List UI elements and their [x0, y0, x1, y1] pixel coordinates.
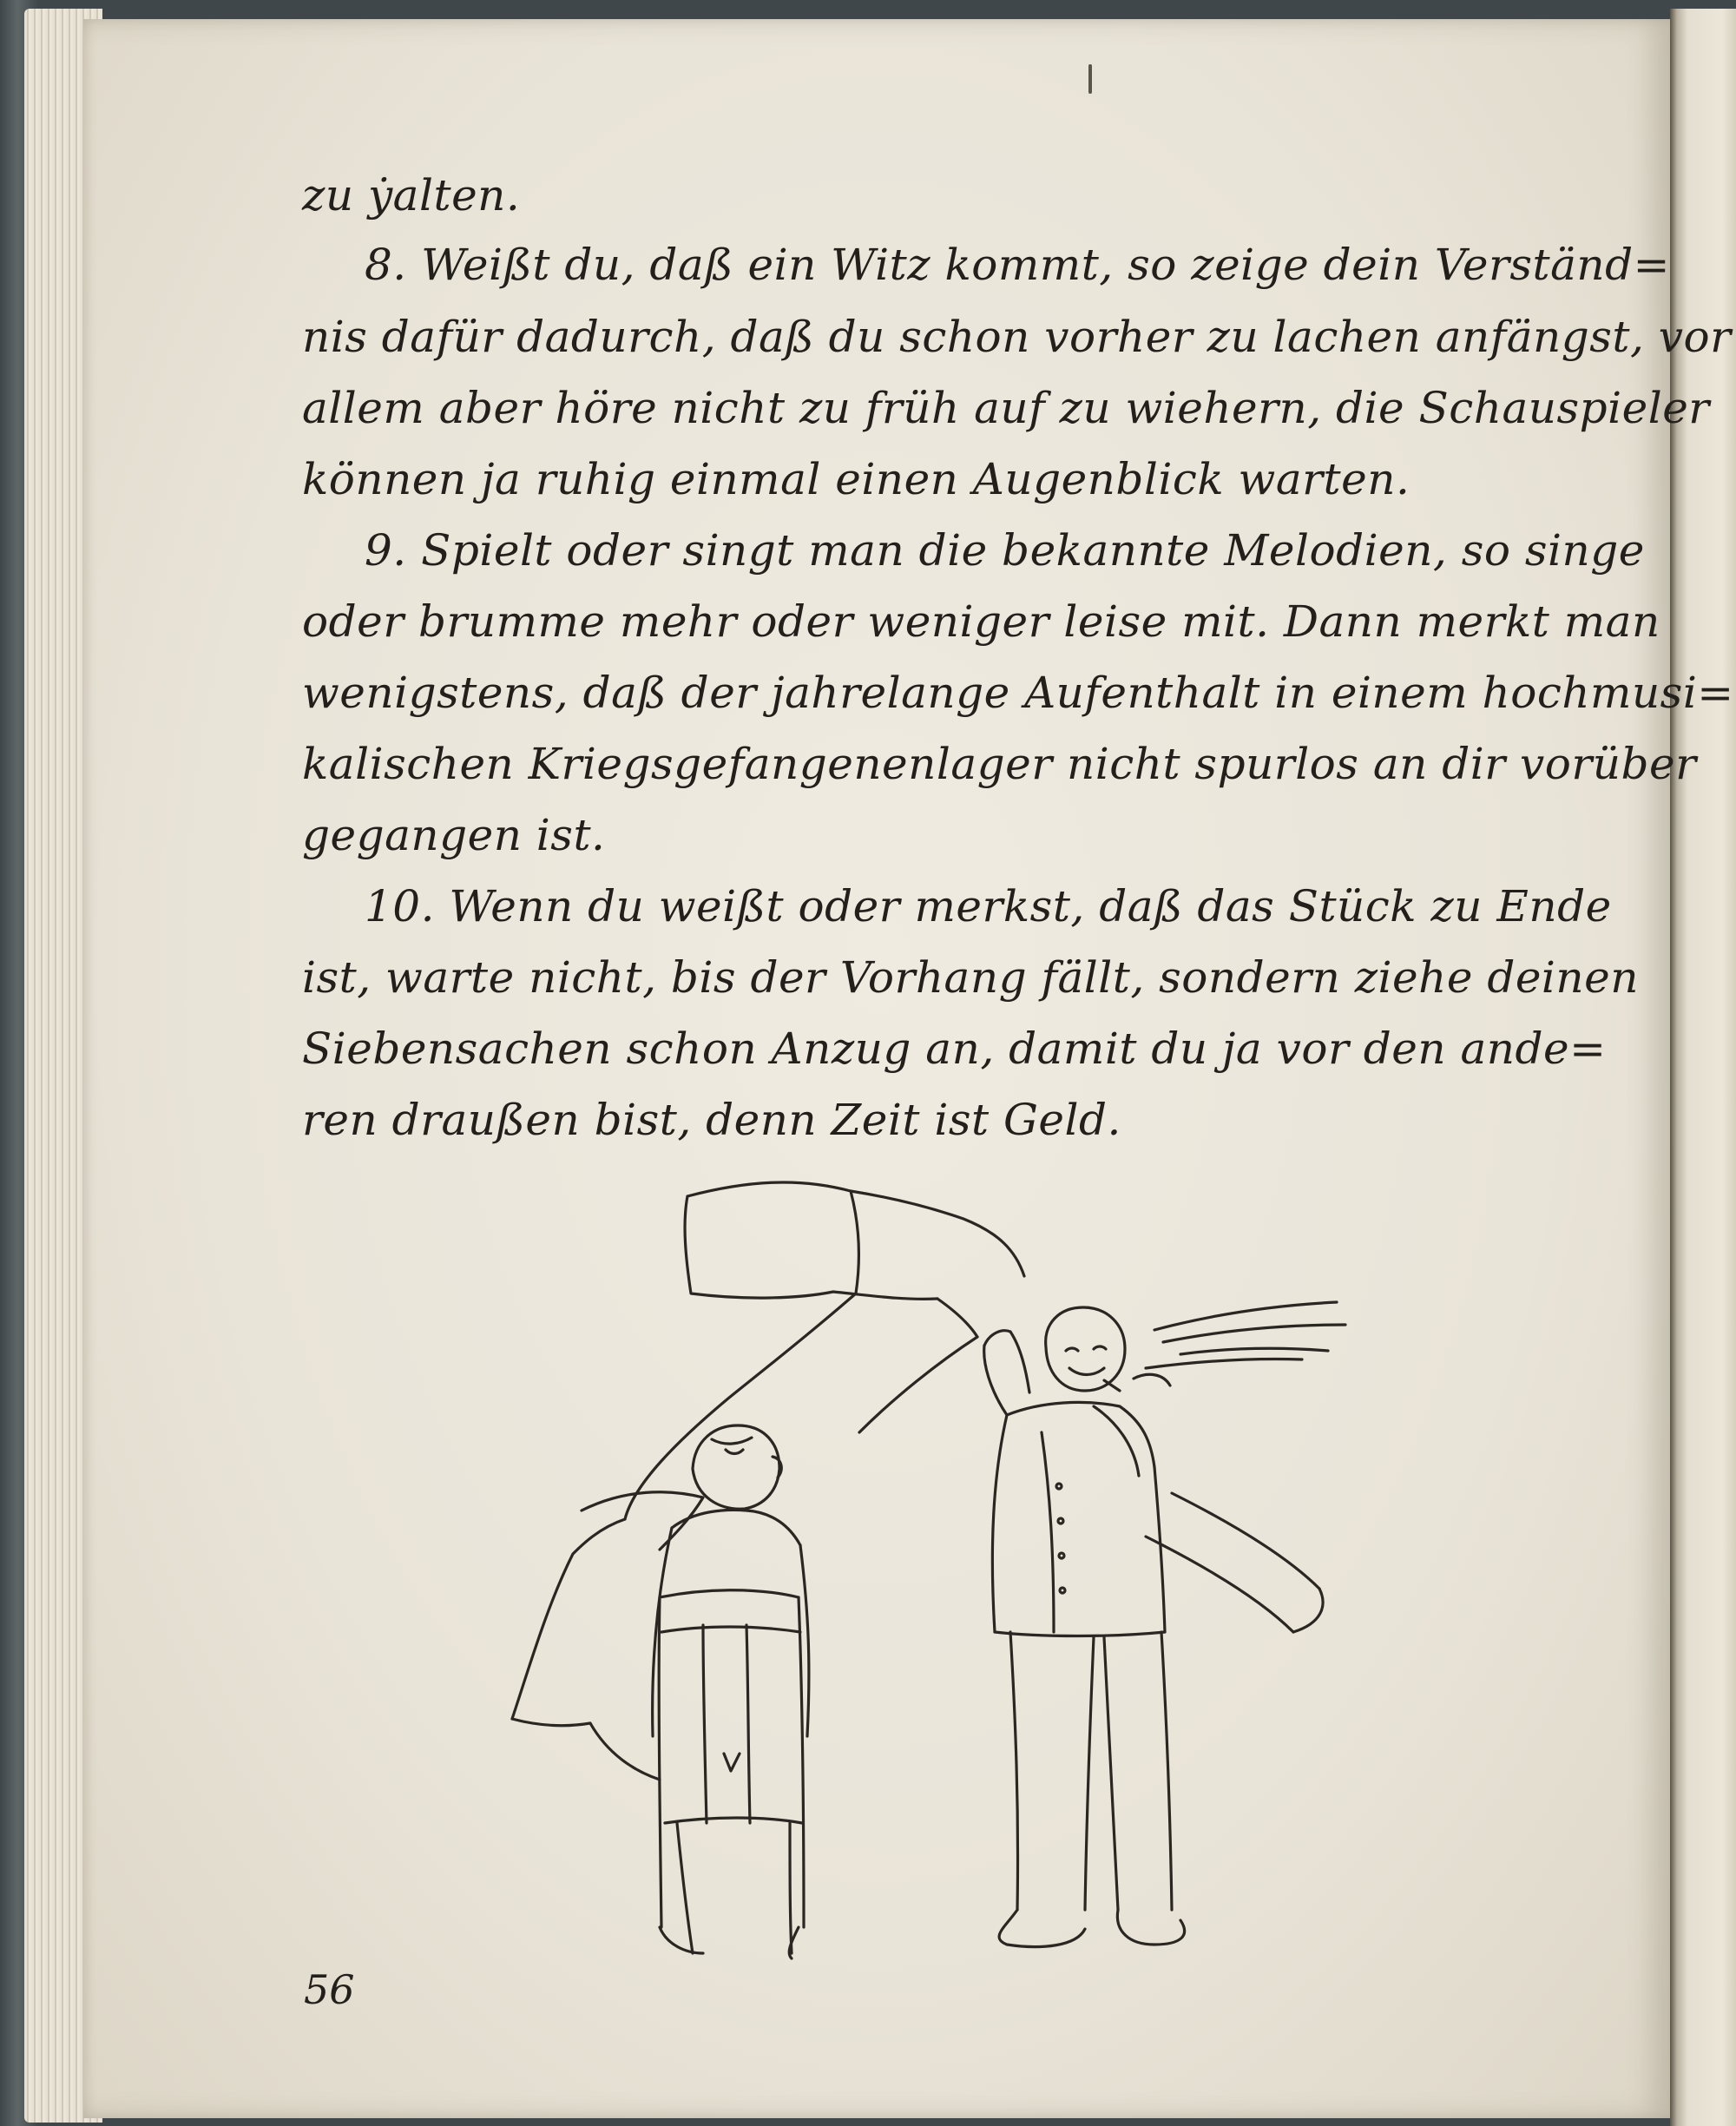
text-line: kalischen Kriegsgefangenenlager nicht spurlos an dir vorüber [302, 739, 1697, 789]
text-line: wenigstens, daß der jahrelange Aufenthalt in einem hochmusi= [302, 668, 1734, 718]
text-line: zu ẏalten. [302, 170, 521, 220]
text-line: 8. Weißt du, daß ein Witz kommt, so zeige dein Verständ= [365, 240, 1671, 290]
text-line: Siebensachen schon Anzug an, damit du ja vor den ande= [302, 1024, 1607, 1074]
text-line: nis dafür dadurch, daß du schon vorher zu lachen anfängst, vor [302, 312, 1732, 362]
page-number: 56 [304, 1966, 355, 2013]
text-line: 10. Wenn du weißt oder merkst, daß das Stück zu Ende [365, 881, 1612, 931]
text-line: gegangen ist. [302, 810, 606, 860]
text-line: können ja ruhig einmal einen Augenblick warten. [302, 454, 1410, 504]
sketch-drawing [486, 1146, 1458, 1997]
text-line: allem aber höre nicht zu früh auf zu wiehern, die Schauspieler [302, 383, 1710, 433]
text-line: ist, warte nicht, bis der Vorhang fällt, sondern ziehe deinen [302, 952, 1639, 1003]
text-line: oder brumme mehr oder weniger leise mit. Dann merkt man [302, 596, 1660, 647]
sketch-illustration [486, 1146, 1458, 1997]
text-line: ren draußen bist, denn Zeit ist Geld. [302, 1095, 1121, 1145]
text-line: 9. Spielt oder singt man die bekannte Melodien, so singe [365, 525, 1645, 576]
